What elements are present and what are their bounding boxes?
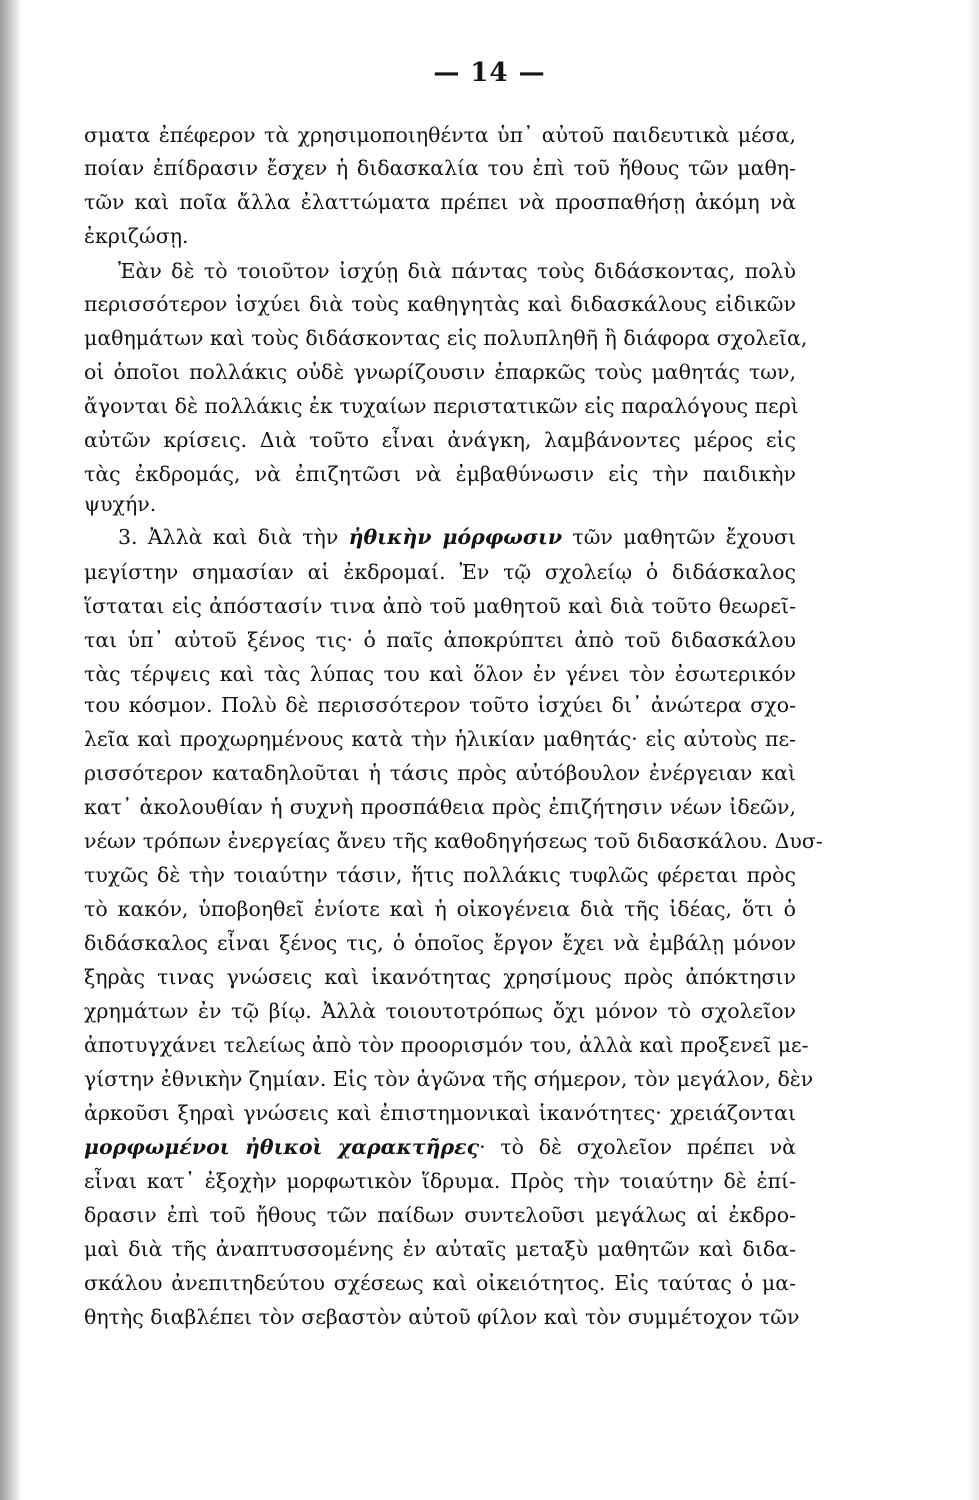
text-line: του κόσμον. Πολὺ δὲ περισσότερον τοῦτο ἰσχύει δι᾽ ἀνώτερα σχο- bbox=[84, 693, 796, 717]
text-line: μαθημάτων καὶ τοὺς διδάσκοντας εἰς πολυπληθῆ ἢ διάφορα σχολεῖα, bbox=[84, 326, 808, 350]
text-line: ἀρκοῦσι ξηραὶ γνώσεις καὶ ἐπιστημονικαὶ ἱκανότητες· χρειάζονται bbox=[84, 1101, 796, 1125]
page-binding-shadow bbox=[0, 0, 22, 1500]
text-line: ἄγονται δὲ πολλάκις ἐκ τυχαίων περιστατικῶν εἰς παραλόγους περὶ bbox=[84, 394, 799, 418]
text-line: οἱ ὁποῖοι πολλάκις οὐδὲ γνωρίζουσιν ἐπαρκῶς τοὺς μαθητάς των, bbox=[84, 360, 796, 384]
text-line: γίστην ἐθνικὴν ζημίαν. Εἰς τὸν ἀγῶνα τῆς σήμερον, τὸν μεγάλον, δὲν bbox=[84, 1067, 814, 1091]
text-line: λεῖα καὶ προχωρημένους κατὰ τὴν ἡλικίαν μαθητάς· εἰς αὐτοὺς πε- bbox=[84, 727, 796, 751]
text-line: διδάσκαλος εἶναι ξένος τις, ὁ ὁποῖος ἔργον ἔχει νὰ ἐμβάλῃ μόνον bbox=[84, 931, 796, 955]
text-line: μαὶ διὰ τῆς ἀναπτυσσομένης ἐν αὐταῖς μεταξὺ μαθητῶν καὶ διδα- bbox=[84, 1237, 796, 1261]
text-line: σκάλου ἀνεπιτηδεύτου σχέσεως καὶ οἰκειότητος. Εἰς ταύτας ὁ μα- bbox=[84, 1271, 796, 1295]
text-line: χρημάτων ἐν τῷ βίῳ. Ἀλλὰ τοιουτοτρόπως ὄχι μόνον τὸ σχολεῖον bbox=[84, 999, 796, 1023]
text-line: δρασιν ἐπὶ τοῦ ἤθους τῶν παίδων συντελοῦσι μεγάλως αἱ ἐκδρο- bbox=[84, 1203, 796, 1227]
text-line: νέων τρόπων ἐνεργείας ἄνευ τῆς καθοδηγήσεως τοῦ διδασκάλου. Δυσ- bbox=[84, 829, 823, 853]
page-number: — 14 — bbox=[433, 58, 546, 88]
text-line: κατ᾽ ἀκολουθίαν ἡ συχνὴ προσπάθεια πρὸς ἐπιζήτησιν νέων ἰδεῶν, bbox=[84, 795, 796, 819]
text-line: εἶναι κατ᾽ ἐξοχὴν μορφωτικὸν ἵδρυμα. Πρὸς τὴν τοιαύτην δὲ ἐπί- bbox=[84, 1169, 796, 1193]
text-line: τὸ κακόν, ὑποβοηθεῖ ἐνίοτε καὶ ἡ οἰκογένεια διὰ τῆς ἰδέας, ὅτι ὁ bbox=[84, 897, 796, 921]
text-line: ται ὑπ᾽ αὐτοῦ ξένος τις· ὁ παῖς ἀποκρύπτει ἀπὸ τοῦ διδασκάλου bbox=[84, 628, 796, 652]
text-line: θητὴς διαβλέπει τὸν σεβαστὸν αὐτοῦ φίλον καὶ τὸν συμμέτοχον τῶν bbox=[84, 1305, 800, 1329]
text-line: ρισσότερον καταδηλοῦται ἡ τάσις πρὸς αὐτόβουλον ἐνέργειαν καὶ bbox=[84, 761, 796, 785]
text-line: τὰς ἐκδρομάς, νὰ ἐπιζητῶσι νὰ ἐμβαθύνωσιν εἰς τὴν παιδικὴν bbox=[84, 462, 796, 486]
text-line: ἀποτυγχάνει τελείως ἀπὸ τὸν προορισμόν του, ἀλλὰ καὶ προξενεῖ με- bbox=[84, 1033, 809, 1057]
text-line: τῶν καὶ ποῖα ἄλλα ἐλαττώματα πρέπει νὰ προσπαθήσῃ ἀκόμη νὰ bbox=[84, 190, 796, 214]
text-line: τὰς τέρψεις καὶ τὰς λύπας του καὶ ὅλον ἐν γένει τὸν ἐσωτερικόν bbox=[84, 662, 796, 686]
text-line: σματα ἐπέφερον τὰ χρησιμοποιηθέντα ὑπ᾽ αὐτοῦ παιδευτικὰ μέσα, bbox=[84, 123, 796, 147]
page-edge bbox=[967, 0, 979, 1500]
text-line: τυχῶς δὲ τὴν τοιαύτην τάσιν, ἥτις πολλάκις τυφλῶς φέρεται πρὸς bbox=[84, 863, 796, 887]
text-line: αὐτῶν κρίσεις. Διὰ τοῦτο εἶναι ἀνάγκη, λαμβάνοντες μέρος εἰς bbox=[84, 428, 796, 452]
text-run: 3. Ἀλλὰ καὶ διὰ τὴν bbox=[118, 525, 349, 549]
text-line: ξηρὰς τινας γνώσεις καὶ ἱκανότητας χρησίμους πρὸς ἀπόκτησιν bbox=[84, 965, 796, 989]
text-run: τῶν μαθητῶν ἔχουσι bbox=[562, 525, 797, 549]
text-line bbox=[84, 1132, 796, 1162]
text-line: περισσότερον ἰσχύει διὰ τοὺς καθηγητὰς καὶ διδασκάλους εἰδικῶν bbox=[84, 292, 796, 316]
text-line: ποίαν ἐπίδρασιν ἔσχεν ἡ διδασκαλία του ἐπὶ τοῦ ἤθους τῶν μαθη- bbox=[84, 156, 796, 180]
emphasis-text: ἠθικὴν μόρφωσιν bbox=[348, 525, 563, 549]
text-line: ἐκριζώσῃ. bbox=[84, 224, 189, 248]
text-run: · τὸ δὲ σχολεῖον πρέπει νὰ bbox=[479, 1135, 796, 1159]
text-line: ἵσταται εἰς ἀπόστασίν τινα ἀπὸ τοῦ μαθητοῦ καὶ διὰ τοῦτο θεωρεῖ- bbox=[84, 594, 796, 618]
text-line: μεγίστην σημασίαν αἱ ἐκδρομαί. Ἐν τῷ σχολείῳ ὁ διδάσκαλος bbox=[84, 560, 796, 584]
paragraph-first-line: Ἐὰν δὲ τὸ τοιοῦτον ἰσχύῃ διὰ πάντας τοὺς διδάσκοντας, πολὺ bbox=[118, 259, 796, 283]
emphasis-text: μορφωμένοι ἠθικοὶ χαρακτῆρες bbox=[84, 1135, 480, 1159]
paragraph-first-line bbox=[118, 522, 796, 552]
text-line: ψυχήν. bbox=[84, 492, 157, 516]
